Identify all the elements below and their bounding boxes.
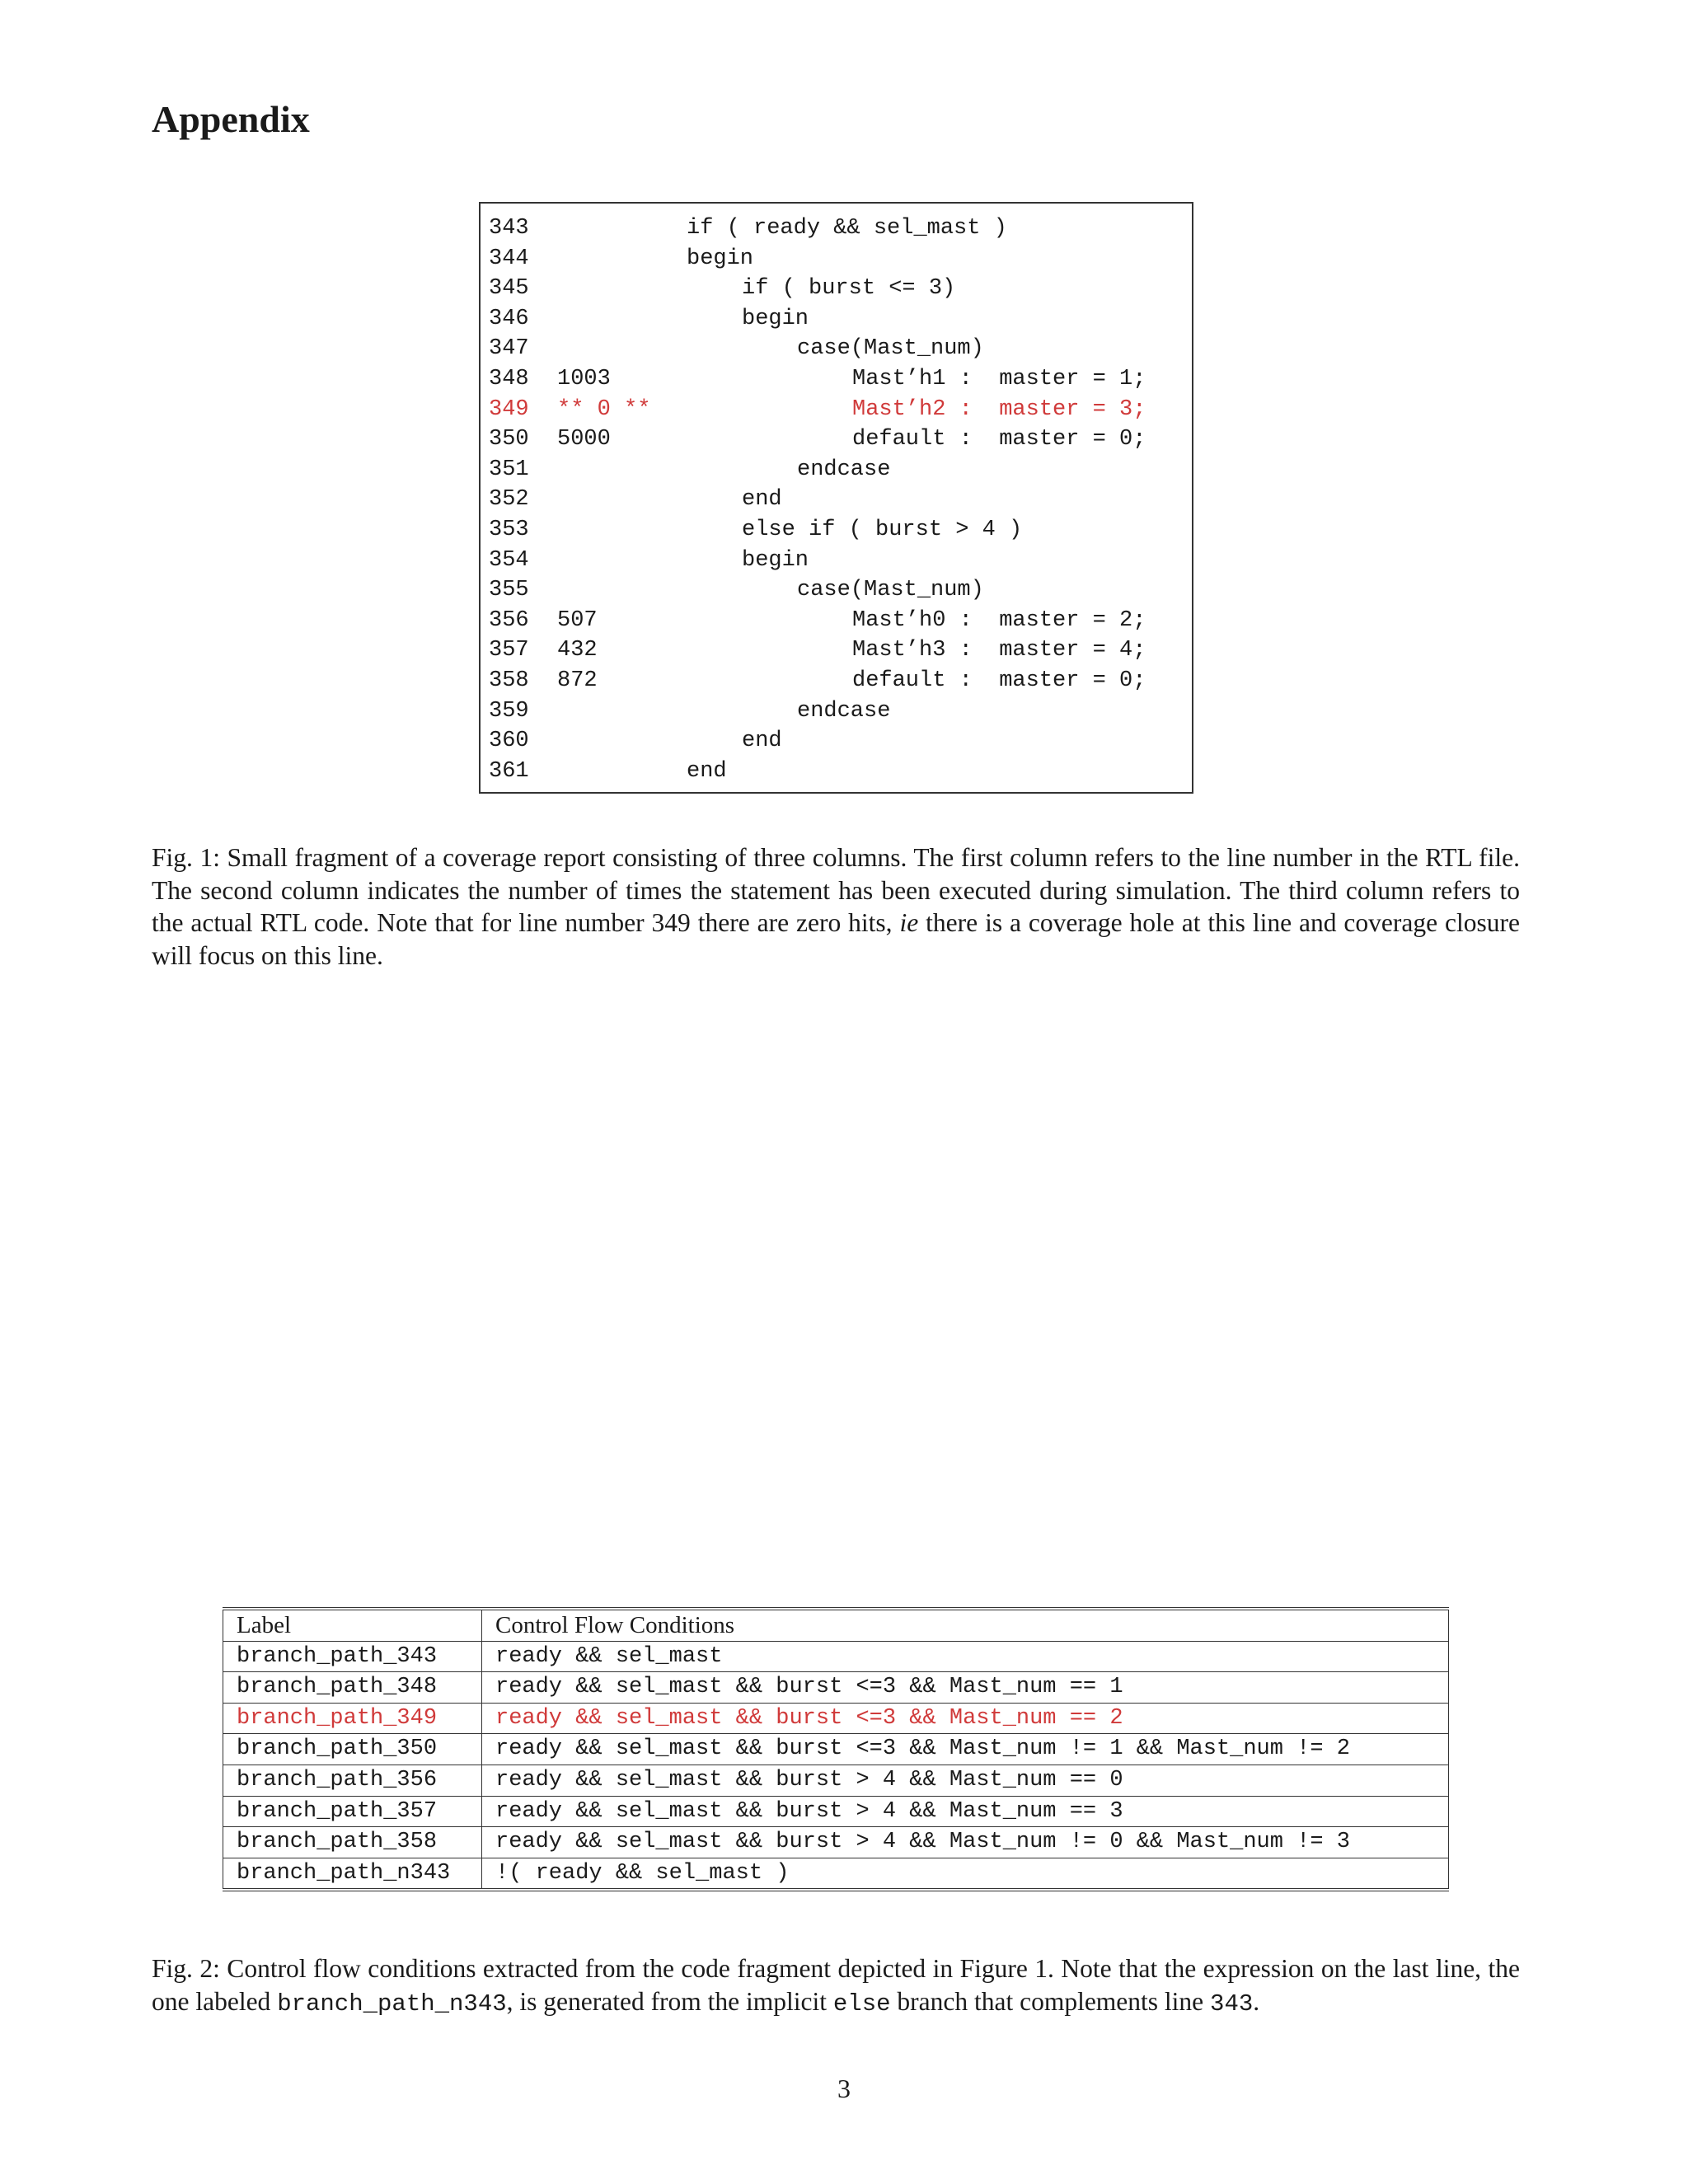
line-number: 343 xyxy=(489,216,529,241)
line-number: 347 xyxy=(489,336,529,362)
fig2-caption-label: branch_path_n343 xyxy=(277,1990,507,2018)
condition-cell: ready && sel_mast && burst > 4 && Mast_num == 0 xyxy=(482,1765,1449,1796)
fig2-caption-text-2: , is generated from the implicit xyxy=(506,1986,833,2016)
hit-count: 872 xyxy=(557,668,598,693)
table-row xyxy=(223,1765,1449,1796)
line-number: 358 xyxy=(489,668,529,693)
branch-label-cell: branch_path_n343 xyxy=(223,1858,482,1890)
code-line xyxy=(481,455,1192,485)
branch-label-cell: branch_path_356 xyxy=(223,1765,482,1796)
coverage-report-fragment xyxy=(479,202,1193,794)
page-heading: Appendix xyxy=(152,98,310,140)
line-number: 361 xyxy=(489,758,529,784)
column-header-conditions: Control Flow Conditions xyxy=(482,1609,1449,1641)
rtl-code: Mast’h1 : master = 1; xyxy=(852,367,1146,391)
line-number: 355 xyxy=(489,578,529,603)
line-number: 346 xyxy=(489,306,529,331)
rtl-code: begin xyxy=(687,246,754,271)
line-number: 353 xyxy=(489,518,529,542)
branch-label-cell: branch_path_357 xyxy=(223,1796,482,1827)
branch-label-cell: branch_path_348 xyxy=(223,1672,482,1704)
code-line xyxy=(481,666,1192,696)
code-line xyxy=(481,213,1192,244)
fig1-caption-italic: ie xyxy=(899,908,919,938)
table-row xyxy=(223,1734,1449,1765)
table-row xyxy=(223,1827,1449,1858)
line-number: 357 xyxy=(489,638,529,663)
line-number: 344 xyxy=(489,246,529,271)
rtl-code: case(Mast_num) xyxy=(797,336,984,362)
fig2-caption-text-end: . xyxy=(1253,1986,1260,2016)
code-line xyxy=(481,334,1192,364)
code-line xyxy=(481,304,1192,335)
hit-count: ** 0 ** xyxy=(557,396,651,422)
rtl-code: Mast’h3 : master = 4; xyxy=(852,638,1146,663)
code-line xyxy=(481,515,1192,546)
rtl-code: if ( burst <= 3) xyxy=(742,276,956,302)
line-number: 360 xyxy=(489,729,529,754)
rtl-code: begin xyxy=(742,306,809,331)
branch-label-cell: branch_path_350 xyxy=(223,1734,482,1765)
condition-cell: ready && sel_mast && burst > 4 && Mast_num != 0 && Mast_num != 3 xyxy=(482,1827,1449,1858)
rtl-code: begin xyxy=(742,547,809,573)
line-number: 345 xyxy=(489,276,529,302)
code-line xyxy=(481,575,1192,606)
condition-cell: ready && sel_mast && burst <=3 && Mast_num == 2 xyxy=(482,1703,1449,1734)
code-line xyxy=(481,274,1192,304)
condition-cell: !( ready && sel_mast ) xyxy=(482,1858,1449,1890)
code-line xyxy=(481,757,1192,787)
code-line xyxy=(481,696,1192,727)
condition-cell: ready && sel_mast xyxy=(482,1641,1449,1672)
hit-count: 507 xyxy=(557,607,598,633)
hit-count: 432 xyxy=(557,638,598,663)
fig2-caption xyxy=(152,1952,1520,2020)
condition-cell: ready && sel_mast && burst <=3 && Mast_num != 1 && Mast_num != 2 xyxy=(482,1734,1449,1765)
fig1-caption-text-end: there is a coverage hole at this line and coverage closure will focus on this line. xyxy=(152,908,1520,971)
table-header-row xyxy=(223,1609,1449,1641)
hit-count: 1003 xyxy=(557,367,611,391)
table-row xyxy=(223,1796,1449,1827)
rtl-code: end xyxy=(742,729,782,754)
table-row xyxy=(223,1858,1449,1890)
column-header-label: Label xyxy=(223,1609,482,1641)
code-line xyxy=(481,606,1192,636)
condition-cell: ready && sel_mast && burst > 4 && Mast_num == 3 xyxy=(482,1796,1449,1827)
branch-label-cell: branch_path_349 xyxy=(223,1703,482,1734)
line-number: 356 xyxy=(489,607,529,633)
line-number: 354 xyxy=(489,547,529,573)
code-line xyxy=(481,485,1192,515)
branch-label-cell: branch_path_358 xyxy=(223,1827,482,1858)
code-line xyxy=(481,424,1192,455)
code-line xyxy=(481,726,1192,757)
rtl-code: default : master = 0; xyxy=(852,427,1146,452)
table-row xyxy=(223,1641,1449,1672)
line-number: 351 xyxy=(489,457,529,482)
rtl-code: if ( ready && sel_mast ) xyxy=(687,216,1007,241)
branch-label-cell: branch_path_343 xyxy=(223,1641,482,1672)
rtl-code: else if ( burst > 4 ) xyxy=(742,518,1023,542)
rtl-code: end xyxy=(742,487,782,513)
line-number: 352 xyxy=(489,487,529,513)
hit-count: 5000 xyxy=(557,427,611,452)
condition-cell: ready && sel_mast && burst <=3 && Mast_num == 1 xyxy=(482,1672,1449,1704)
code-line xyxy=(481,244,1192,274)
line-number: 359 xyxy=(489,698,529,724)
code-line xyxy=(481,546,1192,576)
rtl-code: default : master = 0; xyxy=(852,668,1146,693)
rtl-code: case(Mast_num) xyxy=(797,578,984,603)
rtl-code: Mast’h0 : master = 2; xyxy=(852,607,1146,633)
line-number: 348 xyxy=(489,367,529,391)
page-number: 3 xyxy=(837,2074,851,2103)
fig2-caption-text: Fig. 2: Control flow conditions extracted from the code fragment depicted in Figure 1. Note that the expression on the last line, the one labeled xyxy=(152,1954,1520,2016)
code-line xyxy=(481,364,1192,395)
control-flow-table xyxy=(223,1607,1449,1891)
fig2-caption-line: 343 xyxy=(1210,1990,1254,2018)
rtl-code: end xyxy=(687,758,727,784)
fig1-caption xyxy=(152,841,1520,972)
table-row xyxy=(223,1703,1449,1734)
rtl-code: endcase xyxy=(797,698,891,724)
table-row xyxy=(223,1672,1449,1704)
fig1-caption-text: Fig. 1: Small fragment of a coverage report consisting of three columns. The first column refers to the line number in the RTL file. The second column indicates the number of times the statement has been executed during simulation. The third column refers to the actual RTL code. Note that for line number 349 there are zero hits, xyxy=(152,843,1520,938)
rtl-code: Mast’h2 : master = 3; xyxy=(852,396,1146,422)
fig2-caption-else: else xyxy=(832,1990,891,2018)
rtl-code: endcase xyxy=(797,457,891,482)
code-line xyxy=(481,635,1192,666)
fig2-caption-text-3: branch that complements line xyxy=(890,1986,1211,2016)
code-line xyxy=(481,395,1192,425)
line-number: 349 xyxy=(489,396,529,422)
line-number: 350 xyxy=(489,427,529,452)
